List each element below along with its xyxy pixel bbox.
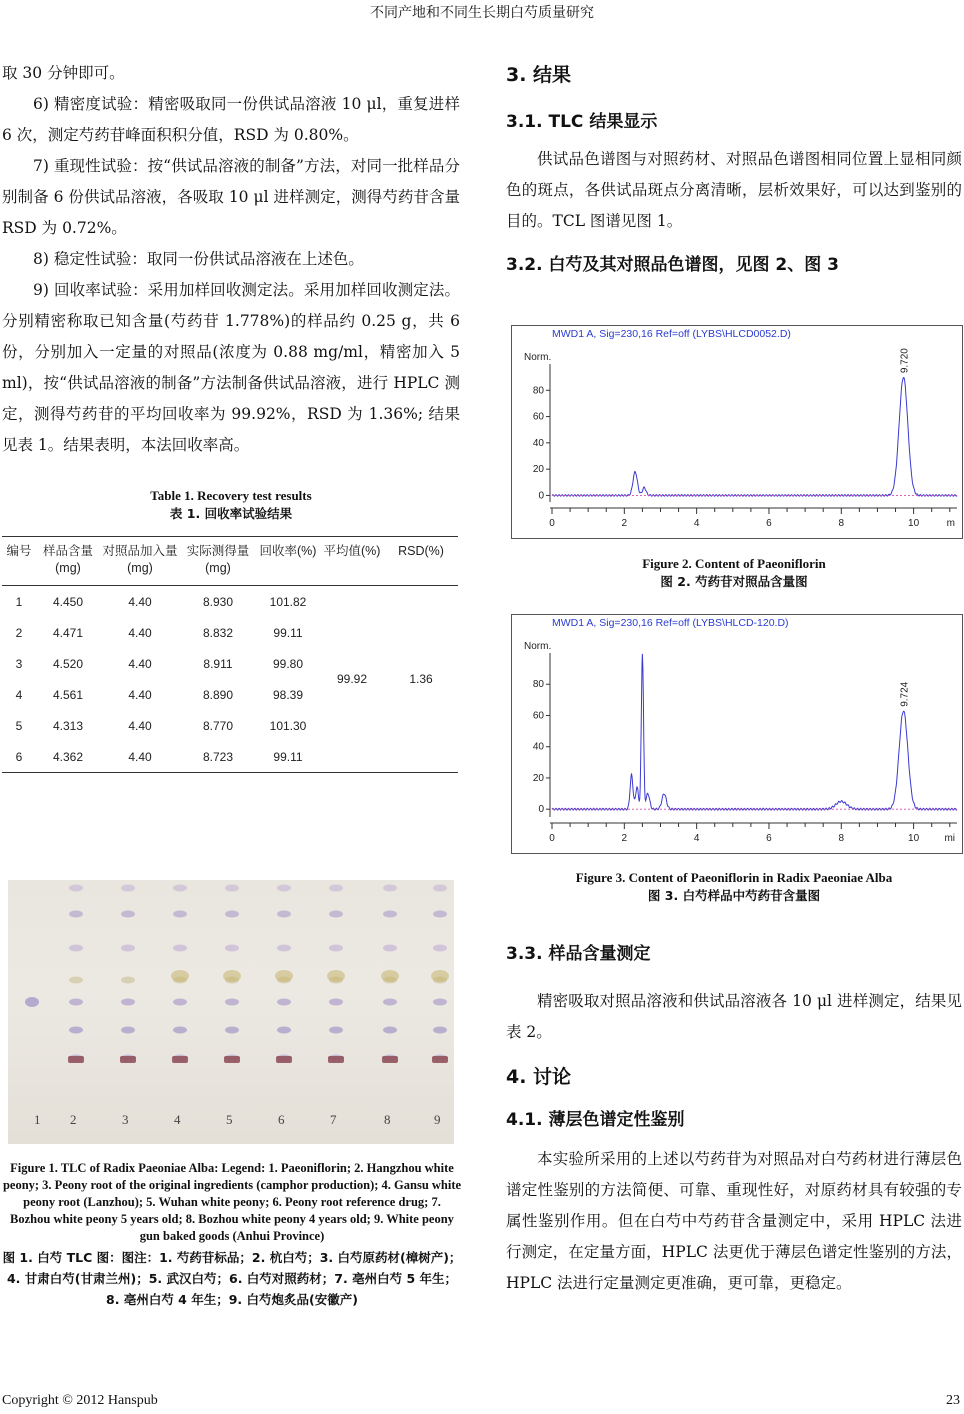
y-axis-label: Norm. (524, 352, 552, 363)
x-tick-label: 4 (693, 833, 700, 844)
cell: 3 (15, 656, 23, 671)
figure1-caption-zh: 图 1. 白芍 TLC 图：图注：1. 芍药苷标品；2. 杭白芍；3. 白芍原药材(樟树产)；4. 甘肃白芍(甘肃兰州)；5. 武汉白芍；6. 白芍对照药材；7. 亳州白芍 5 年生；8. 亳州白芍 4 年生；9. 白芍炮炙品(安徽产) (2, 1250, 462, 1307)
cell: 4.40 (128, 718, 152, 733)
tlc-spot (383, 885, 397, 892)
x-tick-label: 8 (838, 833, 845, 844)
tlc-spot (173, 885, 187, 892)
tlc-lane-label: 8 (384, 1112, 391, 1127)
tlc-lane-label: 1 (34, 1112, 41, 1127)
tlc-spot (121, 945, 135, 952)
cell: 99.11 (273, 749, 303, 764)
tlc-spot (329, 911, 343, 918)
chromatogram-figure2 (511, 325, 963, 539)
figure3-caption-zh: 图 3. 白芍样品中芍药苷含量图 (647, 888, 821, 903)
chromatogram-figure3 (511, 614, 963, 854)
x-tick-label: 6 (766, 518, 772, 529)
x-tick-label: 0 (549, 518, 555, 529)
tlc-spot (277, 1027, 291, 1034)
cell: 8.890 (202, 687, 234, 702)
tlc-spot (277, 999, 291, 1006)
tlc-spot (69, 1027, 83, 1034)
tlc-band (68, 1056, 84, 1063)
tlc-spot (171, 970, 189, 982)
cell: 8.770 (202, 718, 234, 733)
tlc-spot (277, 885, 291, 892)
paragraph-tlc: 供试品色谱图与对照药材、对照品色谱图相同位置上显相同颜色的斑点，各供试品斑点分离清晰，层析效果好，可以达到鉴别的目的。TCL 图谱见图 1。 (506, 150, 962, 230)
tlc-spot (277, 945, 291, 952)
y-tick-label: 20 (532, 464, 544, 476)
tlc-spot (173, 1027, 187, 1034)
chart-title: MWD1 A, Sig=230,16 Ref=off (LYBS\HLCD0052.D) (552, 328, 791, 340)
chromatogram-svg (512, 326, 962, 538)
tlc-spot (433, 999, 447, 1006)
tlc-spot (121, 911, 135, 918)
col-header: 回收率(%) (259, 544, 317, 558)
x-tick-label: 8 (838, 518, 845, 529)
cell: 4.471 (52, 625, 84, 640)
chromatogram-trace (552, 654, 957, 810)
tlc-band (328, 1056, 344, 1063)
y-tick-label: 60 (532, 710, 544, 722)
tlc-spot (225, 911, 239, 918)
tlc-band (382, 1056, 398, 1063)
running-head: 不同产地和不同生长期白芍质量研究 (370, 5, 594, 21)
tlc-spot (329, 999, 343, 1006)
rsd-cell: 1.36 (409, 672, 433, 686)
tlc-plate-svg (8, 880, 454, 1144)
left-column (2, 58, 460, 773)
figure1-caption-en: Figure 1. TLC of Radix Paeoniae Alba: Legend: 1. Paeoniflorin; 2. Hangzhou white peony; 3. Peony root of the original ingredients (camphor production); 4. Gansu white peony root (Lanzhou); 5. Wuhan white peony; 6. Peony root reference drug; 7. Bozhou white peony 5 years old; 8. Bozhou white peony 4 years old; 9. White peony gun baked goods (Anhui Province) (2, 1161, 462, 1243)
tlc-spot (329, 1027, 343, 1034)
tlc-spot (69, 945, 83, 952)
tlc-spot (433, 885, 447, 892)
cell: 4.40 (128, 625, 152, 640)
tlc-spot (383, 999, 397, 1006)
tlc-spot (173, 945, 187, 952)
tlc-spot (69, 885, 83, 892)
tlc-band (432, 1056, 448, 1063)
table-caption-zh: 表 1. 回收率试验结果 (169, 506, 293, 521)
tlc-band (224, 1056, 240, 1063)
tlc-spot (225, 885, 239, 892)
tlc-spot (173, 911, 187, 918)
tlc-spot (223, 970, 241, 982)
peak-label: 9.724 (899, 681, 911, 707)
section-heading-results: 3. 结果 (506, 64, 572, 86)
x-tick-label: 0 (549, 833, 555, 844)
tlc-spot (277, 911, 291, 918)
y-tick-label: 80 (532, 679, 544, 691)
cell: 4.40 (128, 656, 152, 671)
y-tick-label: 40 (532, 437, 544, 449)
cell: 4.40 (128, 687, 152, 702)
x-tick-label: 2 (621, 833, 628, 844)
col-header: 对照品加入量(mg) (102, 544, 178, 575)
subheading-tlc: 3.1. TLC 结果显示 (506, 112, 658, 132)
cell: 4.362 (52, 749, 84, 764)
col-header: 实际测得量(mg) (186, 544, 250, 575)
col-header: RSD(%) (398, 544, 444, 558)
paragraph-recovery: 9) 回收率试验：采用加样回收测定法。采用加样回收测定法。分别精密称取已知含量(芍药苷 1.778%)的样品约 0.25 g，共 6 份，分别加入一定量的对照品(浓度为 0.88 mg/ml，精密加入 5 ml)，按“供试品溶液的制备”方法制备供试品溶液，进行 HPLC 测定，测得芍药苷的平均回收率为 99.92%，RSD 为 1.36%; 结果见表 1。结果表明，本法回收率高。 (2, 281, 460, 454)
tlc-lane-label: 7 (330, 1112, 337, 1127)
tlc-spot (329, 945, 343, 952)
x-tick-label: 10 (908, 833, 920, 844)
y-tick-label: 0 (538, 490, 544, 502)
x-tick-label: 6 (766, 833, 772, 844)
subheading-content: 3.3. 样品含量测定 (506, 944, 651, 964)
tlc-spot (121, 885, 135, 892)
tlc-spot (69, 999, 83, 1006)
paragraph-content: 精密吸取对照品溶液和供试品溶液各 10 μl 进样测定，结果见表 2。 (506, 992, 962, 1041)
tlc-lane-label: 6 (278, 1112, 285, 1127)
tlc-spot (121, 977, 135, 984)
tlc-spot (329, 885, 343, 892)
tlc-spot (225, 999, 239, 1006)
tlc-band (172, 1056, 188, 1063)
section-heading-discussion: 4. 讨论 (506, 1066, 572, 1088)
col-header: 编号 (6, 544, 32, 558)
tlc-lane-label: 3 (122, 1112, 129, 1127)
paragraph-precision: 6) 精密度试验：精密吸取同一份供试品溶液 10 μl，重复进样 6 次，测定芍药苷峰面积积分值，RSD 为 0.80%。 (2, 95, 460, 144)
tlc-spot (383, 945, 397, 952)
y-tick-label: 0 (538, 804, 544, 816)
cell: 2 (15, 625, 23, 640)
figure3-caption-en: Figure 3. Content of Paeoniflorin in Radix Paeoniae Alba (575, 870, 893, 885)
tlc-band (120, 1056, 136, 1063)
y-axis-label: Norm. (524, 641, 552, 652)
cell: 8.930 (202, 594, 234, 609)
subheading-chromatograms: 3.2. 白芍及其对照品色谱图，见图 2、图 3 (506, 255, 839, 275)
chromatogram-trace (552, 378, 957, 497)
cell: 98.39 (272, 687, 304, 702)
x-tick-label: 4 (693, 518, 700, 529)
cell: 4.561 (52, 687, 84, 702)
paragraph: 取 30 分钟即可。 (2, 64, 125, 82)
tlc-spot (173, 999, 187, 1006)
mean-cell: 99.92 (336, 672, 368, 686)
cell: 101.82 (269, 594, 307, 609)
tlc-spot (327, 970, 345, 982)
footer-page-number: 23 (946, 1393, 960, 1408)
footer-copyright: Copyright © 2012 Hanspub (2, 1393, 158, 1408)
tlc-spot (69, 977, 83, 984)
paragraph-reproducibility: 7) 重现性试验：按“供试品溶液的制备”方法，对同一批样品分别制备 6 份供试品溶液，各吸取 10 μl 进样测定，测得芍药苷含量 RSD 为 0.72%。 (2, 157, 460, 237)
tlc-spot (433, 1027, 447, 1034)
x-tick-label: 2 (621, 518, 628, 529)
cell: 4.520 (52, 656, 84, 671)
cell: 1 (15, 594, 23, 609)
peak-label: 9.720 (899, 348, 911, 374)
tlc-spot (121, 1027, 135, 1034)
tlc-spot (381, 970, 399, 982)
tlc-spot (121, 999, 135, 1006)
x-tick-label: 10 (908, 518, 920, 529)
y-tick-label: 40 (532, 741, 544, 753)
tlc-lane-label: 5 (226, 1112, 233, 1127)
x-axis-unit: mi (944, 833, 955, 844)
table-row (2, 586, 458, 618)
chromatogram-svg (512, 615, 962, 853)
tlc-spot (69, 911, 83, 918)
cell: 4.313 (52, 718, 84, 733)
subheading-tlc-qualitative: 4.1. 薄层色谱定性鉴别 (506, 1110, 685, 1130)
tlc-spot (275, 970, 293, 982)
cell: 99.11 (273, 625, 303, 640)
cell: 99.80 (272, 656, 304, 671)
tlc-spot (431, 970, 449, 982)
cell: 5 (15, 718, 23, 733)
tlc-lane-label: 2 (70, 1112, 77, 1127)
cell: 8.911 (203, 656, 233, 671)
cell: 101.30 (269, 718, 307, 733)
cell: 4 (15, 687, 23, 702)
paragraph-stability: 8) 稳定性试验：取同一份供试品溶液在上述色。 (33, 250, 364, 268)
table-caption-en: Table 1. Recovery test results (150, 488, 312, 503)
cell: 6 (15, 749, 23, 764)
tlc-spot (225, 1027, 239, 1034)
figure2-caption-zh: 图 2. 芍药苷对照品含量图 (660, 574, 808, 589)
col-header: 样品含量(mg) (42, 544, 93, 575)
paragraph-discussion: 本实验所采用的上述以芍药苷为对照品对白芍药材进行薄层色谱定性鉴别的方法简便、可靠、重现性好，对原药材具有较强的专属性鉴别作用。但在白芍中芍药苷含量测定中，采用 HPLC 法进行测定，在定量方面，HPLC 法更优于薄层色谱定性鉴别的方法，HPLC 法进行定量测定更准确，更可靠，更稳定。 (506, 1150, 962, 1292)
cell: 8.832 (202, 625, 234, 640)
x-axis-unit: m (946, 518, 955, 529)
col-header: 平均值(%) (323, 544, 381, 558)
figure2-caption-en: Figure 2. Content of Paeoniflorin (642, 556, 826, 571)
cell: 4.40 (128, 749, 152, 764)
tlc-spot (225, 945, 239, 952)
recovery-table (2, 536, 458, 773)
cell: 4.40 (128, 594, 152, 609)
tlc-spot (25, 997, 39, 1007)
tlc-plate-image (8, 880, 454, 1144)
y-tick-label: 80 (532, 385, 544, 397)
right-column (506, 58, 962, 279)
tlc-band (276, 1056, 292, 1063)
cell: 8.723 (202, 749, 234, 764)
tlc-spot (383, 911, 397, 918)
tlc-lane-label: 9 (434, 1112, 441, 1127)
y-tick-label: 60 (532, 411, 544, 423)
tlc-spot (383, 1027, 397, 1034)
tlc-spot (433, 911, 447, 918)
tlc-lane-label: 4 (174, 1112, 181, 1127)
tlc-spot (433, 945, 447, 952)
cell: 4.450 (52, 594, 84, 609)
chart-title: MWD1 A, Sig=230,16 Ref=off (LYBS\HLCD-120.D) (552, 617, 789, 629)
y-tick-label: 20 (532, 772, 544, 784)
